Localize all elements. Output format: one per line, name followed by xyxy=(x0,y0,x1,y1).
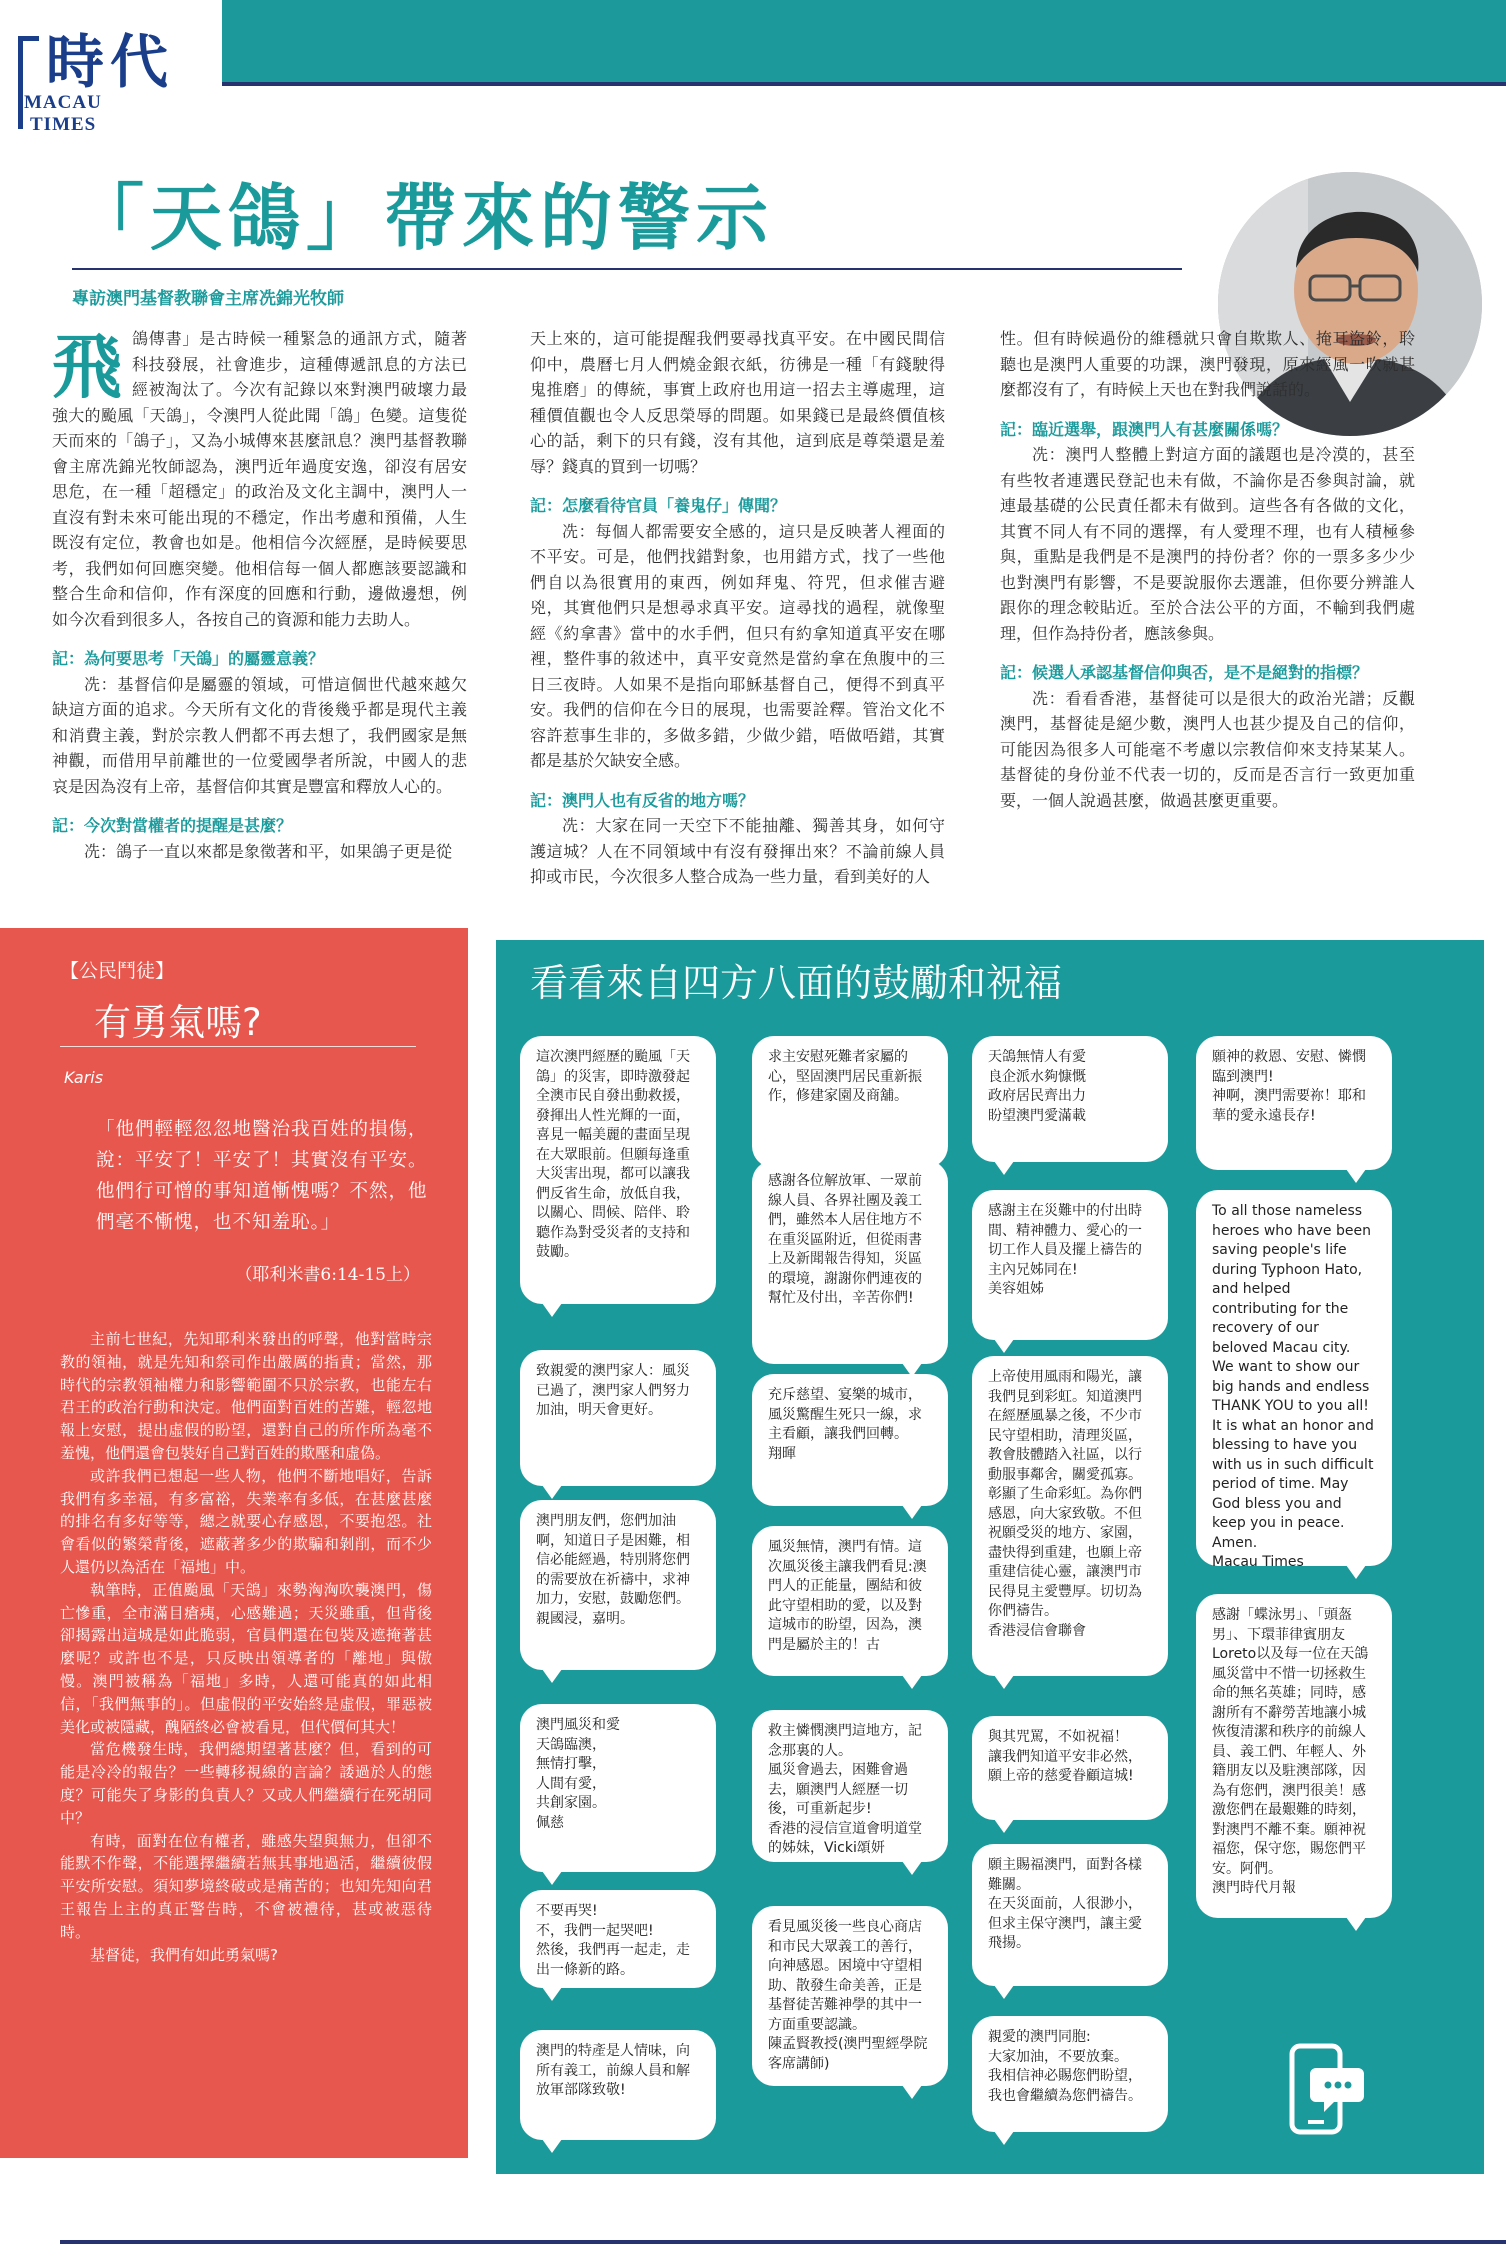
message-bubble xyxy=(972,1356,1168,1676)
message-text: 感謝「蝶泳男」、「頭盔男」、下環菲律賓朋友Loreto以及每一位在天鴿風災當中不惜一切拯救生命的無名英雄；同時，感謝所有不辭勞苦地讓小城恢復清潔和秩序的前線人員、義工們、年輕人、外籍朋友以及駐澳部隊，因為有您們，澳門很美！感激您們在最艱難的時刻，對澳門不離不棄。願神祝福您，保守您，賜您們平安。阿們。 澳門時代月報 xyxy=(1212,1607,1369,1896)
paragraph: 冼：看看香港，基督徒可以是很大的政治光譜；反觀澳門，基督徒是絕少數，澳門人也甚少提及自己的信仰，可能因為很多人可能毫不考慮以宗教信仰來支持某某人。基督徒的身份並不代表一切的，反而是否言行一致更加重要，一個人說過甚麼，做過甚麼更重要。 xyxy=(1000,688,1415,810)
column-title-rule xyxy=(60,1046,416,1047)
interview-question: 記：臨近選舉，跟澳門人有甚麼關係嗎？ xyxy=(1000,419,1289,439)
article-column-1 xyxy=(52,326,467,864)
interview-question: 記：為何要思考「天鴿」的屬靈意義？ xyxy=(52,649,325,668)
message-text: 救主憐憫澳門這地方，記念那裏的人。 風災會過去，困難會過去，願澳門人經歷一切後，可重新起步! 香港的浸信宣道會明道堂的姊妹，Vicki頌妍 xyxy=(768,1723,922,1856)
header-rule xyxy=(222,82,1506,86)
paragraph: 鴿傳書」是古時候一種緊急的通訊方式，隨著科技發展，社會進步，這種傳遞訊息的方法已經被淘汰了。今次有記錄以來對澳門破壞力最強大的颱風「天鴿」，令澳門人從此聞「鴿」色變。這隻從天而來的「鴿子」，又為小城傳來甚麼訊息？澳門基督教聯會主席冼錦光牧師認為，澳門近年過度安逸，卻沒有居安思危，在一種「超穩定」的政治及文化主調中，澳門人一直沒有對未來可能出現的不穩定，作出考慮和預備，人生既沒有定位，教會也如是。他相信今次經歷，是時候要思考，我們如何回應突變。他相信每一個人都應該要認識和整合生命和信仰，作有深度的回應和行動，邊做邊想，例如今次看到很多人，各按自己的資源和能力去助人。 xyxy=(52,329,467,629)
message-text: 願神的救恩、安慰、憐憫臨到澳門! 神啊，澳門需要祢！耶和華的愛永遠長存! xyxy=(1212,1049,1366,1124)
message-bubble xyxy=(1196,1594,1392,1918)
message-text: 風災無情，澳門有情。這次風災後主讓我們看見:澳門人的正能量，團結和彼此守望相助的愛，以及對這城市的盼望，因為，澳門是屬於主的！古 xyxy=(768,1539,927,1653)
message-bubble xyxy=(752,1036,948,1168)
message-bubble xyxy=(752,1710,948,1862)
message-bubble xyxy=(752,1906,948,2086)
message-text: 天鴿無情人有愛 良企派水夠慷慨 政府居民齊出力 盼望澳門愛滿載 xyxy=(988,1049,1086,1124)
message-bubble xyxy=(752,1374,948,1506)
paragraph: 冼：鴿子一直以來都是象徵著和平，如果鴿子更是從 xyxy=(84,841,453,861)
message-text: 親愛的澳門同胞: 大家加油，不要放棄。 我相信神必賜您們盼望，我也會繼續為您們禱告。 xyxy=(988,2029,1142,2104)
column-title: 有勇氣嗎? xyxy=(94,1001,262,1044)
paragraph: 冼：大家在同一天空下不能抽離、獨善其身，如何守護這城？人在不同領域中有沒有發揮出來？不論前線人員抑或市民，今次很多人整合成為一些力量，看到美好的人 xyxy=(530,816,945,886)
column-1-content xyxy=(52,326,467,864)
message-text: 感謝各位解放軍、一眾前線人員、各界社團及義工們，雖然本人居住地方不在重災區附近，但從雨書上及新聞報告得知，災區的環境，謝謝你們連夜的幫忙及付出，辛苦你們! xyxy=(768,1173,922,1306)
paragraph: 冼：澳門人整體上對這方面的議題也是冷漠的，甚至有些牧者連選民登記也未有做，不論你是否參與討論，就連最基礎的公民責任都未有做到。這些各有各做的文化，其實不同人有不同的選擇，有人愛理不理，也有人積極參與，重點是我們是不是澳門的持份者？你的一票多多少少也對澳門有影響，不是要說服你去選誰，但你要分辨誰人跟你的理念較貼近。至於合法公平的方面，不輸到我們處理，但作為持份者，應該參與。 xyxy=(1000,445,1415,643)
message-text: 澳門風災和愛 天鴿臨澳， 無情打擊， 人間有愛， 共創家園。 佩慈 xyxy=(536,1717,620,1831)
message-text: 這次澳門經歷的颱風「天鴿」的災害，即時激發起全澳市民自發出動救援，發揮出人性光輝的一面，喜見一幅美麗的畫面呈現在大眾眼前。但願每逢重大災害出現，都可以讓我們反省生命，放低自我，以關心、問候、陪伴、聆聽作為對受災者的支持和鼓勵。 xyxy=(536,1049,690,1260)
message-bubble xyxy=(520,1036,716,1304)
message-text: 不要再哭! 不，我們一起哭吧! 然後，我們再一起走，走出一條新的路。 xyxy=(536,1903,690,1978)
message-bubble xyxy=(520,1890,716,1988)
column-tag: 【公民鬥徒】 xyxy=(60,960,175,982)
message-text: To all those nameless heroes who have been saving people's life during Typhoon Hato, and helped contributing for the recovery of our beloved Macau city. We want to show our big hands and endless THANK YOU to you all! It is what an honor and blessing to have you with us in such difficult period of time. May God bless you and keep you in peace. Amen. Macau Times xyxy=(1212,1203,1374,1570)
phone-chat-icon xyxy=(1288,2042,1364,2136)
logo-english-line1: MACAU xyxy=(24,92,102,113)
logo-english-line2: TIMES xyxy=(30,114,97,135)
column-author: Karis xyxy=(64,1068,104,1087)
message-text: 與其咒罵，不如祝福！ 讓我們知道平安非必然，願上帝的慈愛眷顧這城! xyxy=(988,1729,1142,1784)
message-bubble xyxy=(972,1844,1168,1986)
headline-rule xyxy=(72,268,1182,270)
message-text: 上帝使用風雨和陽光，讓我們見到彩虹。知道澳門在經歷風暴之後，不少市民守望相助，清理災區，教會肢體踏入社區，以行動服事鄰舍，關愛孤寡。彰顯了生命彩虹。為你們感恩，向大家致敬。不但祝願受災的地方、家園，盡快得到重建，也願上帝重建信徒心靈，讓澳門市民得見主愛豐厚。切切為你們禱告。 香港浸信會聯會 xyxy=(988,1369,1142,1639)
paragraph: 天上來的，這可能提醒我們要尋找真平安。在中國民間信仰中，農曆七月人們燒金銀衣紙，彷彿是一種「有錢駛得鬼推磨」的傳統，事實上政府也用這一招去主導處理，這種價值觀也令人反思榮辱的問題。如果錢已是最終價值核心的話，剩下的只有錢，沒有其他，這到底是尊榮還是羞辱？錢真的買到一切嗎？ xyxy=(530,329,945,476)
interview-question: 記：怎麼看待官員「養鬼仔」傳聞？ xyxy=(530,496,787,515)
logo-chinese: 時代 xyxy=(46,28,175,96)
interview-question: 記：候選人承認基督信仰與否，是不是絕對的指標？ xyxy=(1000,663,1369,682)
message-text: 求主安慰死難者家屬的心，堅固澳門居民重新振作，修建家園及商舖。 xyxy=(768,1049,922,1104)
message-text: 感謝主在災難中的付出時間、精神體力、愛心的一切工作人員及擺上禱告的主內兄姊同在! 美容姐姊 xyxy=(988,1203,1142,1297)
message-bubble xyxy=(520,1704,716,1872)
scripture-reference: （耶利米書6:14-15上） xyxy=(235,1265,420,1285)
message-bubble xyxy=(972,1190,1168,1340)
message-bubble xyxy=(752,1160,948,1364)
message-text: 願主賜福澳門，面對各樣難關。 在天災面前，人很渺小，但求主保守澳門，讓主愛飛揚。 xyxy=(988,1857,1142,1951)
footer-rule xyxy=(60,2240,1506,2244)
column-paragraph: 當危機發生時，我們總期望著甚麼？但，看到的可能是冷冷的報告？一些轉移視線的言論？諉過於人的態度？可能失了身影的負責人？又或人們繼續行在死胡同中？ xyxy=(60,1740,432,1827)
message-text: 致親愛的澳門家人：風災已過了，澳門家人們努力加油，明天會更好。 xyxy=(536,1363,690,1418)
message-bubble xyxy=(972,2016,1168,2132)
article-column-2 xyxy=(530,326,945,890)
interview-question: 記：澳門人也有反省的地方嗎？ xyxy=(530,790,755,810)
column-paragraph: 主前七世紀，先知耶利米發出的呼聲，他對當時宗教的領袖，就是先知和祭司作出嚴厲的指責；當然，那時代的宗教領袖權力和影響範圍不只於宗教，也能左右君王的政治行動和決定。他們面對百姓的苦難，輕忽地報上安慰，提出虛假的盼望，還對自己的所作所為毫不羞愧，他們還會包裝好自己對百姓的欺壓和虛偽。 xyxy=(60,1330,432,1462)
column-body xyxy=(60,1328,432,1966)
message-bubble xyxy=(520,1350,716,1486)
paragraph: 性。但有時候過份的維穩就只會自欺欺人、掩耳盜鈴，聆聽也是澳門人重要的功課，澳門發現，原來經風一吹就甚麼都沒有了，有時候上天也在對我們說話的。 xyxy=(1000,329,1415,399)
dropcap: 飛 xyxy=(52,326,122,408)
masthead-logo xyxy=(18,22,188,135)
message-bubble xyxy=(520,1500,716,1670)
headline: 「天鴿」帶來的警示 xyxy=(72,176,775,260)
scripture-quote: 「他們輕輕忽忽地醫治我百姓的損傷，說：平安了！平安了！其實沒有平安。他們行可憎的事知道慚愧嗎？不然，他們毫不慚愧，也不知羞恥。」 xyxy=(96,1119,428,1233)
header-bar xyxy=(222,0,1506,82)
messages-title: 看看來自四方八面的鼓勵和祝福 xyxy=(530,961,1063,1005)
message-text: 澳門朋友們，您們加油啊，知道日子是困難，相信必能經過，特別將您們的需要放在祈禱中，求神加力，安慰，鼓勵您們。親國浸，嘉明。 xyxy=(536,1513,690,1627)
column-paragraph: 基督徒，我們有如此勇氣嗎? xyxy=(90,1945,278,1964)
message-text: 澳門的特產是人情味，向所有義工，前線人員和解放軍部隊致敬! xyxy=(536,2043,690,2098)
column-paragraph: 或許我們已想起一些人物，他們不斷地唱好，告訴我們有多幸福，有多富裕，失業率有多低，在甚麼甚麼的排名有多好等等，總之就要心存感恩，不要抱怨。社會看似的繁榮背後，遮蔽著多少的欺騙和剝削，而不少人還仍以為活在「福地」中。 xyxy=(60,1466,432,1576)
message-bubble xyxy=(972,1036,1168,1162)
column-paragraph: 有時，面對在位有權者，雖感失望與無力，但卻不能默不作聲，不能選擇繼續若無其事地過活，繼續彼假平安所安慰。須知夢境終破或是痛苦的；也知先知向君王報告上主的真正警告時，不會被禮待，甚或被惡待時。 xyxy=(60,1831,432,1941)
message-bubble xyxy=(752,1526,948,1676)
message-bubble xyxy=(1196,1036,1392,1170)
subtitle: 專訪澳門基督教聯會主席冼錦光牧師 xyxy=(72,289,344,309)
article-column-3 xyxy=(1000,326,1415,813)
message-bubble xyxy=(1196,1190,1392,1570)
interview-question: 記：今次對當權者的提醒是甚麼？ xyxy=(52,816,293,835)
paragraph: 冼：每個人都需要安全感的，這只是反映著人裡面的不平安。可是，他們找錯對象，也用錯方式，找了一些他們自以為很實用的東西，例如拜鬼、符咒，但求催吉避兇，其實他們只是想尋求真平安。這尋找的過程，就像聖經《約拿書》當中的水手們，但只有約拿知道真平安在哪裡，整件事的敘述中，真平安竟然是當約拿在魚腹中的三日三夜時。人如果不是指向耶穌基督自己，便得不到真平安。我們的信仰在今日的展現，也需要詮釋。管治文化不容許惹事生非的，多做多錯，少做少錯，唔做唔錯，其實都是基於欠缺安全感。 xyxy=(530,521,945,770)
message-text: 充斥慈望、宴樂的城市，風災驚醒生死只一線，求主看顧，讓我們回轉。 翔暉 xyxy=(768,1387,922,1462)
paragraph: 冼：基督信仰是屬靈的領域，可惜這個世代越來越欠缺這方面的追求。今天所有文化的背後幾乎都是現代主義和消費主義，對於宗教人們都不再去想了，我們國家是無神觀，而借用早前離世的一位愛國學者所說，中國人的悲哀是因為沒有上帝，基督信仰其實是豐富和釋放人心的。 xyxy=(52,674,467,796)
column-paragraph: 執筆時，正值颱風「天鴿」來勢洶洶吹襲澳門，傷亡慘重，全市滿目瘡痍，心感難過；天災雖重，但背後卻揭露出這城是如此脆弱，官員們還在包裝及遮掩著甚麼呢？或許也不是，只反映出領導者的「離地」與傲慢。澳門被稱為「福地」多時，人還可能真的如此相信，「我們無事的」。但虛假的平安始終是虛假，罪惡被美化或被隱藏，醜陋終必會被看見，但代價何其大！ xyxy=(60,1580,432,1736)
message-text: 看見風災後一些良心商店和市民大眾義工的善行，向神感恩。困境中守望相助、散發生命美善，正是基督徒苦難神學的其中一方面重要認識。 陳孟賢教授(澳門聖經學院客席講師) xyxy=(768,1919,928,2072)
message-bubble xyxy=(520,2030,716,2140)
message-bubble xyxy=(972,1716,1168,1820)
